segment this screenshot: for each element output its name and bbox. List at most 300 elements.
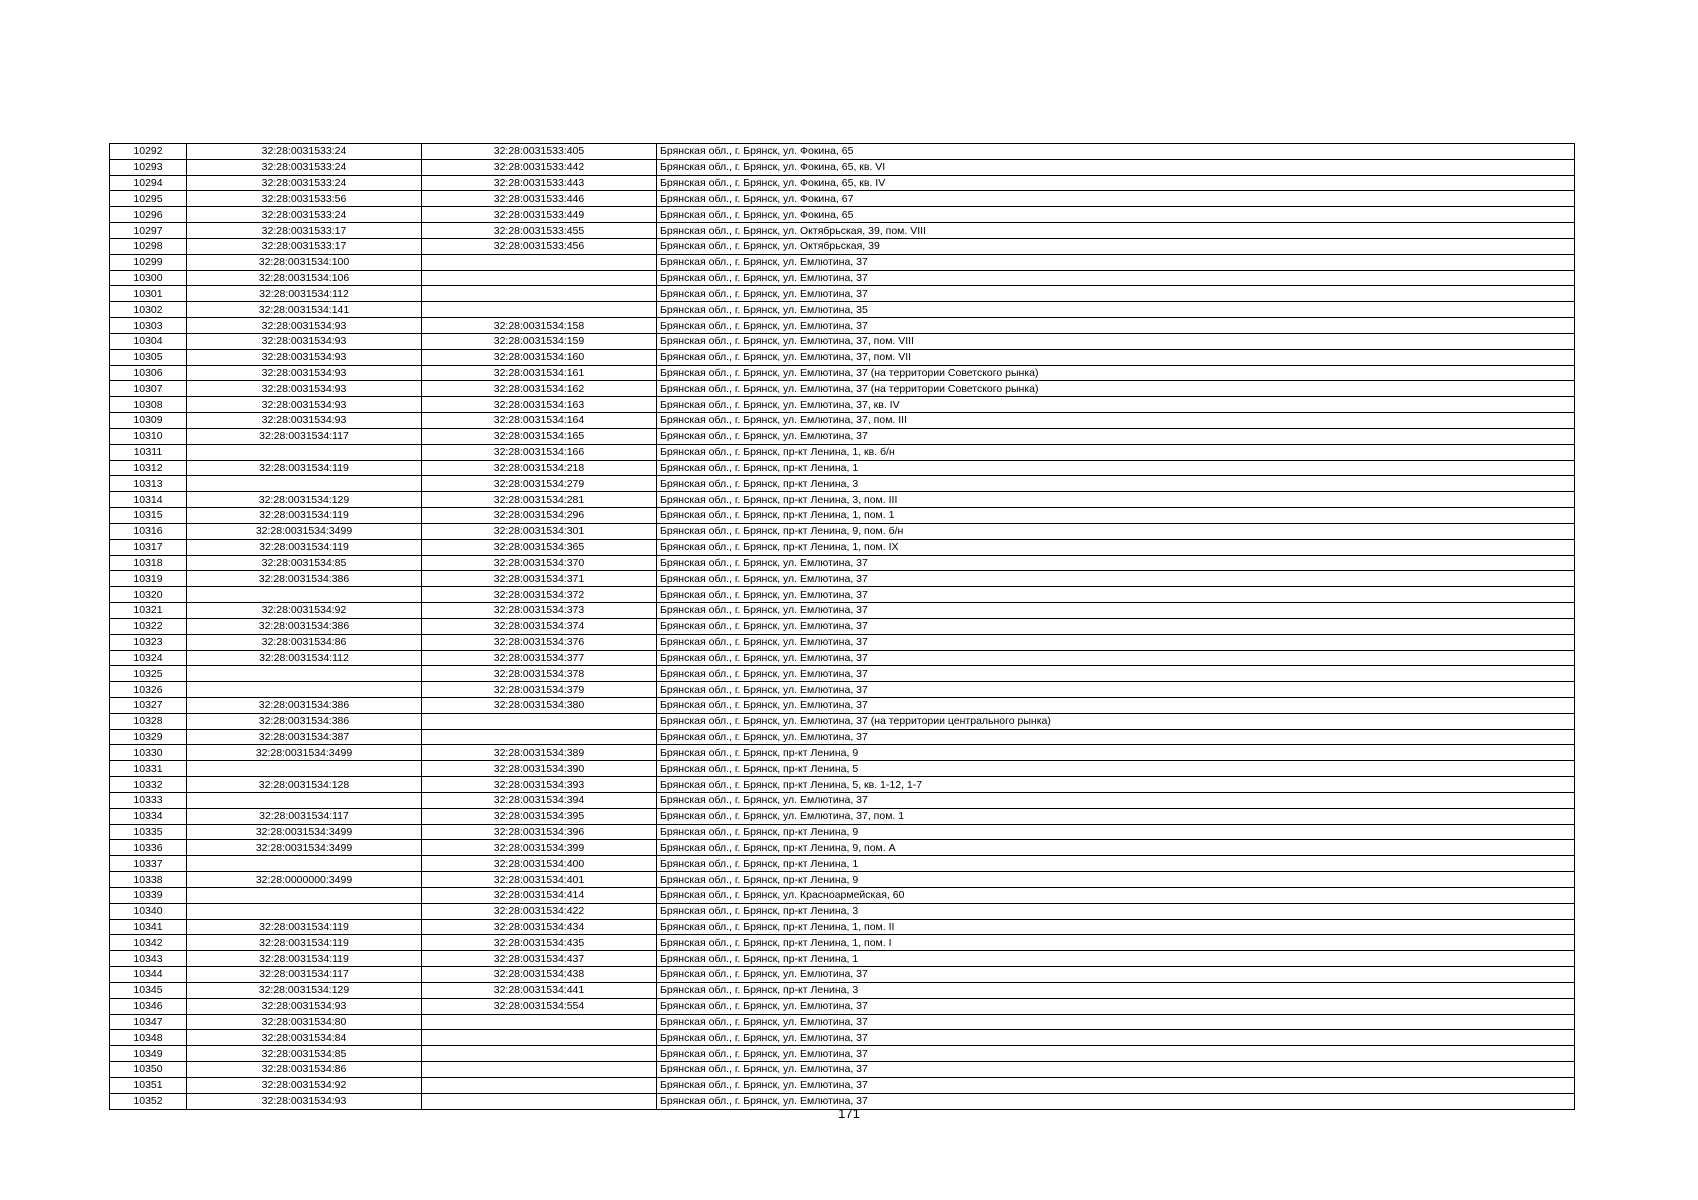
land-cadastral-number-cell: 32:28:0031534:387: [187, 729, 422, 745]
table-row: [110, 935, 1575, 951]
land-cadastral-number-cell: 32:28:0000000:3499: [187, 872, 422, 888]
land-cadastral-number-cell: 32:28:0031534:117: [187, 967, 422, 983]
object-cadastral-number-cell: 32:28:0031534:301: [422, 523, 657, 539]
address-cell: Брянская обл., г. Брянск, ул. Емлютина, 37 (на территории Советского рынка): [657, 365, 1575, 381]
object-cadastral-number-cell: 32:28:0031534:395: [422, 808, 657, 824]
address-cell: Брянская обл., г. Брянск, ул. Емлютина, 37: [657, 587, 1575, 603]
land-cadastral-number-cell: [187, 666, 422, 682]
object-cadastral-number-cell: [422, 729, 657, 745]
object-cadastral-number-cell: 32:28:0031534:279: [422, 476, 657, 492]
address-cell: Брянская обл., г. Брянск, ул. Фокина, 65, кв. IV: [657, 175, 1575, 191]
land-cadastral-number-cell: 32:28:0031534:100: [187, 254, 422, 270]
object-cadastral-number-cell: 32:28:0031534:399: [422, 840, 657, 856]
object-cadastral-number-cell: 32:28:0031534:376: [422, 634, 657, 650]
record-number-cell: 10298: [110, 238, 187, 254]
land-cadastral-number-cell: 32:28:0031534:119: [187, 460, 422, 476]
address-cell: Брянская обл., г. Брянск, ул. Емлютина, 37, кв. IV: [657, 397, 1575, 413]
object-cadastral-number-cell: 32:28:0031533:446: [422, 191, 657, 207]
address-cell: Брянская обл., г. Брянск, ул. Емлютина, 37: [657, 318, 1575, 334]
address-cell: Брянская обл., г. Брянск, ул. Емлютина, 37: [657, 729, 1575, 745]
land-cadastral-number-cell: [187, 444, 422, 460]
object-cadastral-number-cell: 32:28:0031533:456: [422, 238, 657, 254]
address-cell: Брянская обл., г. Брянск, ул. Емлютина, 37: [657, 555, 1575, 571]
land-cadastral-number-cell: [187, 682, 422, 698]
record-number-cell: 10302: [110, 302, 187, 318]
table-row: [110, 476, 1575, 492]
page-number: 171: [838, 1106, 860, 1121]
land-cadastral-number-cell: 32:28:0031534:92: [187, 1077, 422, 1093]
object-cadastral-number-cell: 32:28:0031534:438: [422, 967, 657, 983]
record-number-cell: 10335: [110, 824, 187, 840]
land-cadastral-number-cell: [187, 476, 422, 492]
object-cadastral-number-cell: [422, 302, 657, 318]
record-number-cell: 10309: [110, 413, 187, 429]
address-cell: Брянская обл., г. Брянск, ул. Емлютина, 37: [657, 1046, 1575, 1062]
address-cell: Брянская обл., г. Брянск, ул. Емлютина, 37: [657, 428, 1575, 444]
address-cell: Брянская обл., г. Брянск, ул. Емлютина, 37: [657, 1014, 1575, 1030]
record-number-cell: 10311: [110, 444, 187, 460]
address-cell: Брянская обл., г. Брянск, ул. Емлютина, 37 (на территории Советского рынка): [657, 381, 1575, 397]
record-number-cell: 10310: [110, 428, 187, 444]
object-cadastral-number-cell: 32:28:0031534:165: [422, 428, 657, 444]
object-cadastral-number-cell: [422, 1077, 657, 1093]
land-cadastral-number-cell: 32:28:0031534:93: [187, 381, 422, 397]
table-row: [110, 397, 1575, 413]
table-row: [110, 697, 1575, 713]
object-cadastral-number-cell: 32:28:0031534:394: [422, 792, 657, 808]
land-cadastral-number-cell: 32:28:0031533:24: [187, 175, 422, 191]
address-cell: Брянская обл., г. Брянск, ул. Емлютина, 37: [657, 1077, 1575, 1093]
land-cadastral-number-cell: 32:28:0031534:119: [187, 935, 422, 951]
record-number-cell: 10304: [110, 333, 187, 349]
table-row: [110, 207, 1575, 223]
record-number-cell: 10351: [110, 1077, 187, 1093]
table-row: [110, 302, 1575, 318]
land-cadastral-number-cell: 32:28:0031533:24: [187, 144, 422, 160]
object-cadastral-number-cell: 32:28:0031534:373: [422, 603, 657, 619]
land-cadastral-number-cell: [187, 887, 422, 903]
address-cell: Брянская обл., г. Брянск, ул. Емлютина, 37, пом. VII: [657, 349, 1575, 365]
land-cadastral-number-cell: 32:28:0031534:86: [187, 1062, 422, 1078]
land-cadastral-number-cell: 32:28:0031534:119: [187, 508, 422, 524]
address-cell: Брянская обл., г. Брянск, ул. Емлютина, 37: [657, 571, 1575, 587]
record-number-cell: 10330: [110, 745, 187, 761]
record-number-cell: 10292: [110, 144, 187, 160]
table-row: [110, 413, 1575, 429]
object-cadastral-number-cell: 32:28:0031534:370: [422, 555, 657, 571]
record-number-cell: 10320: [110, 587, 187, 603]
record-number-cell: 10307: [110, 381, 187, 397]
address-cell: Брянская обл., г. Брянск, ул. Емлютина, 35: [657, 302, 1575, 318]
table-row: [110, 1046, 1575, 1062]
address-cell: Брянская обл., г. Брянск, пр-кт Ленина, 1, пом. I: [657, 935, 1575, 951]
address-cell: Брянская обл., г. Брянск, пр-кт Ленина, 3: [657, 982, 1575, 998]
record-number-cell: 10325: [110, 666, 187, 682]
record-number-cell: 10349: [110, 1046, 187, 1062]
land-cadastral-number-cell: 32:28:0031533:17: [187, 238, 422, 254]
address-cell: Брянская обл., г. Брянск, пр-кт Ленина, 1: [657, 856, 1575, 872]
table-row: [110, 792, 1575, 808]
table-row: [110, 159, 1575, 175]
record-number-cell: 10317: [110, 539, 187, 555]
record-number-cell: 10318: [110, 555, 187, 571]
table-row: [110, 603, 1575, 619]
address-cell: Брянская обл., г. Брянск, ул. Октябрьская, 39, пом. VIII: [657, 223, 1575, 239]
table-row: [110, 555, 1575, 571]
object-cadastral-number-cell: 32:28:0031534:163: [422, 397, 657, 413]
address-cell: Брянская обл., г. Брянск, пр-кт Ленина, 1: [657, 460, 1575, 476]
object-cadastral-number-cell: 32:28:0031534:166: [422, 444, 657, 460]
record-number-cell: 10300: [110, 270, 187, 286]
record-number-cell: 10326: [110, 682, 187, 698]
record-number-cell: 10340: [110, 903, 187, 919]
table-row: [110, 318, 1575, 334]
table-row: [110, 1014, 1575, 1030]
object-cadastral-number-cell: 32:28:0031534:374: [422, 618, 657, 634]
table-row: [110, 191, 1575, 207]
address-cell: Брянская обл., г. Брянск, ул. Емлютина, 37: [657, 603, 1575, 619]
record-number-cell: 10295: [110, 191, 187, 207]
table-row: [110, 444, 1575, 460]
record-number-cell: 10319: [110, 571, 187, 587]
land-cadastral-number-cell: 32:28:0031534:119: [187, 919, 422, 935]
address-cell: Брянская обл., г. Брянск, ул. Фокина, 67: [657, 191, 1575, 207]
record-number-cell: 10341: [110, 919, 187, 935]
table-row: [110, 903, 1575, 919]
record-number-cell: 10299: [110, 254, 187, 270]
land-cadastral-number-cell: 32:28:0031534:386: [187, 618, 422, 634]
address-cell: Брянская обл., г. Брянск, пр-кт Ленина, 9, пом. б/н: [657, 523, 1575, 539]
object-cadastral-number-cell: 32:28:0031534:164: [422, 413, 657, 429]
table-row: [110, 967, 1575, 983]
record-number-cell: 10336: [110, 840, 187, 856]
table-row: [110, 428, 1575, 444]
object-cadastral-number-cell: 32:28:0031534:435: [422, 935, 657, 951]
table-row: [110, 872, 1575, 888]
table-row: [110, 919, 1575, 935]
object-cadastral-number-cell: [422, 1014, 657, 1030]
object-cadastral-number-cell: 32:28:0031533:405: [422, 144, 657, 160]
address-cell: Брянская обл., г. Брянск, ул. Емлютина, 37: [657, 1062, 1575, 1078]
table-row: [110, 729, 1575, 745]
record-number-cell: 10323: [110, 634, 187, 650]
object-cadastral-number-cell: 32:28:0031534:377: [422, 650, 657, 666]
record-number-cell: 10347: [110, 1014, 187, 1030]
record-number-cell: 10348: [110, 1030, 187, 1046]
table-row: [110, 618, 1575, 634]
object-cadastral-number-cell: 32:28:0031534:371: [422, 571, 657, 587]
land-cadastral-number-cell: 32:28:0031534:85: [187, 1046, 422, 1062]
table-row: [110, 777, 1575, 793]
address-cell: Брянская обл., г. Брянск, ул. Емлютина, 37: [657, 682, 1575, 698]
land-cadastral-number-cell: 32:28:0031533:24: [187, 159, 422, 175]
address-cell: Брянская обл., г. Брянск, ул. Емлютина, 37, пом. 1: [657, 808, 1575, 824]
address-cell: Брянская обл., г. Брянск, пр-кт Ленина, 9, пом. А: [657, 840, 1575, 856]
land-cadastral-number-cell: 32:28:0031534:106: [187, 270, 422, 286]
address-cell: Брянская обл., г. Брянск, ул. Емлютина, 37: [657, 254, 1575, 270]
address-cell: Брянская обл., г. Брянск, ул. Емлютина, 37 (на территории центрального рынка): [657, 713, 1575, 729]
table-row: [110, 1030, 1575, 1046]
land-cadastral-number-cell: 32:28:0031534:3499: [187, 745, 422, 761]
land-cadastral-number-cell: 32:28:0031533:56: [187, 191, 422, 207]
address-cell: Брянская обл., г. Брянск, пр-кт Ленина, 1, пом. II: [657, 919, 1575, 935]
table-row: [110, 666, 1575, 682]
object-cadastral-number-cell: 32:28:0031533:443: [422, 175, 657, 191]
object-cadastral-number-cell: [422, 1062, 657, 1078]
object-cadastral-number-cell: 32:28:0031534:159: [422, 333, 657, 349]
object-cadastral-number-cell: 32:28:0031533:442: [422, 159, 657, 175]
address-cell: Брянская обл., г. Брянск, пр-кт Ленина, 3: [657, 476, 1575, 492]
object-cadastral-number-cell: 32:28:0031534:162: [422, 381, 657, 397]
address-cell: Брянская обл., г. Брянск, пр-кт Ленина, 1, пом. 1: [657, 508, 1575, 524]
address-cell: Брянская обл., г. Брянск, пр-кт Ленина, 1: [657, 951, 1575, 967]
land-cadastral-number-cell: 32:28:0031534:141: [187, 302, 422, 318]
land-cadastral-number-cell: 32:28:0031534:93: [187, 1093, 422, 1109]
table-row: [110, 634, 1575, 650]
table-row: [110, 761, 1575, 777]
record-number-cell: 10313: [110, 476, 187, 492]
record-number-cell: 10343: [110, 951, 187, 967]
land-cadastral-number-cell: 32:28:0031533:24: [187, 207, 422, 223]
table-row: [110, 349, 1575, 365]
object-cadastral-number-cell: 32:28:0031533:449: [422, 207, 657, 223]
record-number-cell: 10293: [110, 159, 187, 175]
table-row: [110, 650, 1575, 666]
record-number-cell: 10333: [110, 792, 187, 808]
table-row: [110, 223, 1575, 239]
table-row: [110, 587, 1575, 603]
record-number-cell: 10337: [110, 856, 187, 872]
object-cadastral-number-cell: 32:28:0031534:218: [422, 460, 657, 476]
table-row: [110, 745, 1575, 761]
land-cadastral-number-cell: 32:28:0031534:93: [187, 397, 422, 413]
land-cadastral-number-cell: 32:28:0031534:3499: [187, 523, 422, 539]
property-table: [109, 143, 1575, 1110]
object-cadastral-number-cell: 32:28:0031533:455: [422, 223, 657, 239]
land-cadastral-number-cell: 32:28:0031534:117: [187, 808, 422, 824]
record-number-cell: 10321: [110, 603, 187, 619]
table-row: [110, 492, 1575, 508]
land-cadastral-number-cell: 32:28:0031534:93: [187, 349, 422, 365]
object-cadastral-number-cell: 32:28:0031534:390: [422, 761, 657, 777]
address-cell: Брянская обл., г. Брянск, ул. Емлютина, 37: [657, 650, 1575, 666]
table-row: [110, 286, 1575, 302]
object-cadastral-number-cell: 32:28:0031534:434: [422, 919, 657, 935]
land-cadastral-number-cell: 32:28:0031534:119: [187, 539, 422, 555]
land-cadastral-number-cell: 32:28:0031534:112: [187, 286, 422, 302]
land-cadastral-number-cell: 32:28:0031534:386: [187, 697, 422, 713]
land-cadastral-number-cell: 32:28:0031534:3499: [187, 824, 422, 840]
object-cadastral-number-cell: 32:28:0031534:372: [422, 587, 657, 603]
land-cadastral-number-cell: 32:28:0031534:92: [187, 603, 422, 619]
address-cell: Брянская обл., г. Брянск, ул. Емлютина, 37: [657, 270, 1575, 286]
object-cadastral-number-cell: 32:28:0031534:380: [422, 697, 657, 713]
land-cadastral-number-cell: 32:28:0031534:93: [187, 365, 422, 381]
object-cadastral-number-cell: [422, 254, 657, 270]
land-cadastral-number-cell: 32:28:0031534:86: [187, 634, 422, 650]
land-cadastral-number-cell: 32:28:0031534:119: [187, 951, 422, 967]
record-number-cell: 10346: [110, 998, 187, 1014]
record-number-cell: 10294: [110, 175, 187, 191]
object-cadastral-number-cell: 32:28:0031534:400: [422, 856, 657, 872]
land-cadastral-number-cell: [187, 587, 422, 603]
address-cell: Брянская обл., г. Брянск, ул. Красноармейская, 60: [657, 887, 1575, 903]
land-cadastral-number-cell: 32:28:0031534:3499: [187, 840, 422, 856]
land-cadastral-number-cell: 32:28:0031534:84: [187, 1030, 422, 1046]
table-row: [110, 523, 1575, 539]
land-cadastral-number-cell: 32:28:0031534:80: [187, 1014, 422, 1030]
object-cadastral-number-cell: 32:28:0031534:396: [422, 824, 657, 840]
table-row: [110, 840, 1575, 856]
table-row: [110, 333, 1575, 349]
land-cadastral-number-cell: 32:28:0031534:117: [187, 428, 422, 444]
table-row: [110, 887, 1575, 903]
object-cadastral-number-cell: 32:28:0031534:378: [422, 666, 657, 682]
object-cadastral-number-cell: 32:28:0031534:160: [422, 349, 657, 365]
table-row: [110, 270, 1575, 286]
object-cadastral-number-cell: 32:28:0031534:158: [422, 318, 657, 334]
address-cell: Брянская обл., г. Брянск, пр-кт Ленина, 3: [657, 903, 1575, 919]
address-cell: Брянская обл., г. Брянск, пр-кт Ленина, 5, кв. 1-12, 1-7: [657, 777, 1575, 793]
land-cadastral-number-cell: 32:28:0031534:93: [187, 318, 422, 334]
address-cell: Брянская обл., г. Брянск, ул. Октябрьская, 39: [657, 238, 1575, 254]
table-row: [110, 1077, 1575, 1093]
record-number-cell: 10342: [110, 935, 187, 951]
table-row: [110, 713, 1575, 729]
land-cadastral-number-cell: 32:28:0031534:128: [187, 777, 422, 793]
address-cell: Брянская обл., г. Брянск, ул. Емлютина, 37: [657, 666, 1575, 682]
table-row: [110, 951, 1575, 967]
address-cell: Брянская обл., г. Брянск, ул. Емлютина, 37: [657, 998, 1575, 1014]
table-row: [110, 175, 1575, 191]
land-cadastral-number-cell: [187, 761, 422, 777]
object-cadastral-number-cell: 32:28:0031534:281: [422, 492, 657, 508]
address-cell: Брянская обл., г. Брянск, ул. Емлютина, 37: [657, 286, 1575, 302]
object-cadastral-number-cell: 32:28:0031534:161: [422, 365, 657, 381]
address-cell: Брянская обл., г. Брянск, ул. Емлютина, 37: [657, 792, 1575, 808]
address-cell: Брянская обл., г. Брянск, ул. Емлютина, 37, пом. VIII: [657, 333, 1575, 349]
land-cadastral-number-cell: [187, 792, 422, 808]
land-cadastral-number-cell: 32:28:0031534:85: [187, 555, 422, 571]
object-cadastral-number-cell: 32:28:0031534:422: [422, 903, 657, 919]
address-cell: Брянская обл., г. Брянск, ул. Емлютина, 37: [657, 618, 1575, 634]
table-row: [110, 381, 1575, 397]
record-number-cell: 10332: [110, 777, 187, 793]
table-row: [110, 508, 1575, 524]
table-row: [110, 808, 1575, 824]
land-cadastral-number-cell: [187, 856, 422, 872]
address-cell: Брянская обл., г. Брянск, пр-кт Ленина, 3, пом. III: [657, 492, 1575, 508]
record-number-cell: 10334: [110, 808, 187, 824]
table-row: [110, 856, 1575, 872]
object-cadastral-number-cell: 32:28:0031534:401: [422, 872, 657, 888]
table-row: [110, 254, 1575, 270]
land-cadastral-number-cell: 32:28:0031533:17: [187, 223, 422, 239]
record-number-cell: 10297: [110, 223, 187, 239]
land-cadastral-number-cell: 32:28:0031534:129: [187, 982, 422, 998]
object-cadastral-number-cell: [422, 713, 657, 729]
address-cell: Брянская обл., г. Брянск, ул. Фокина, 65, кв. VI: [657, 159, 1575, 175]
address-cell: Брянская обл., г. Брянск, пр-кт Ленина, 9: [657, 745, 1575, 761]
table-row: [110, 982, 1575, 998]
record-number-cell: 10315: [110, 508, 187, 524]
record-number-cell: 10345: [110, 982, 187, 998]
address-cell: Брянская обл., г. Брянск, ул. Емлютина, 37: [657, 1093, 1575, 1109]
object-cadastral-number-cell: 32:28:0031534:393: [422, 777, 657, 793]
record-number-cell: 10331: [110, 761, 187, 777]
record-number-cell: 10306: [110, 365, 187, 381]
record-number-cell: 10344: [110, 967, 187, 983]
table-row: [110, 539, 1575, 555]
land-cadastral-number-cell: 32:28:0031534:93: [187, 413, 422, 429]
address-cell: Брянская обл., г. Брянск, ул. Фокина, 65: [657, 207, 1575, 223]
address-cell: Брянская обл., г. Брянск, пр-кт Ленина, 9: [657, 824, 1575, 840]
record-number-cell: 10314: [110, 492, 187, 508]
address-cell: Брянская обл., г. Брянск, ул. Емлютина, 37, пом. III: [657, 413, 1575, 429]
record-number-cell: 10312: [110, 460, 187, 476]
land-cadastral-number-cell: 32:28:0031534:93: [187, 333, 422, 349]
address-cell: Брянская обл., г. Брянск, пр-кт Ленина, 5: [657, 761, 1575, 777]
table-row: [110, 571, 1575, 587]
address-cell: Брянская обл., г. Брянск, ул. Емлютина, 37: [657, 634, 1575, 650]
record-number-cell: 10338: [110, 872, 187, 888]
table-body: [110, 144, 1575, 1110]
record-number-cell: 10301: [110, 286, 187, 302]
table-row: [110, 460, 1575, 476]
record-number-cell: 10329: [110, 729, 187, 745]
object-cadastral-number-cell: 32:28:0031534:389: [422, 745, 657, 761]
object-cadastral-number-cell: 32:28:0031534:379: [422, 682, 657, 698]
land-cadastral-number-cell: [187, 903, 422, 919]
record-number-cell: 10327: [110, 697, 187, 713]
object-cadastral-number-cell: 32:28:0031534:296: [422, 508, 657, 524]
record-number-cell: 10305: [110, 349, 187, 365]
record-number-cell: 10322: [110, 618, 187, 634]
object-cadastral-number-cell: 32:28:0031534:437: [422, 951, 657, 967]
object-cadastral-number-cell: 32:28:0031534:414: [422, 887, 657, 903]
record-number-cell: 10339: [110, 887, 187, 903]
record-number-cell: 10316: [110, 523, 187, 539]
table-row: [110, 365, 1575, 381]
record-number-cell: 10352: [110, 1093, 187, 1109]
object-cadastral-number-cell: 32:28:0031534:441: [422, 982, 657, 998]
record-number-cell: 10296: [110, 207, 187, 223]
address-cell: Брянская обл., г. Брянск, пр-кт Ленина, 1, пом. IX: [657, 539, 1575, 555]
object-cadastral-number-cell: 32:28:0031534:554: [422, 998, 657, 1014]
table-row: [110, 998, 1575, 1014]
land-cadastral-number-cell: 32:28:0031534:93: [187, 998, 422, 1014]
record-number-cell: 10308: [110, 397, 187, 413]
record-number-cell: 10350: [110, 1062, 187, 1078]
address-cell: Брянская обл., г. Брянск, пр-кт Ленина, 1, кв. б/н: [657, 444, 1575, 460]
record-number-cell: 10328: [110, 713, 187, 729]
address-cell: Брянская обл., г. Брянск, ул. Емлютина, 37: [657, 697, 1575, 713]
record-number-cell: 10324: [110, 650, 187, 666]
table-row: [110, 1062, 1575, 1078]
land-cadastral-number-cell: 32:28:0031534:386: [187, 713, 422, 729]
land-cadastral-number-cell: 32:28:0031534:129: [187, 492, 422, 508]
object-cadastral-number-cell: [422, 270, 657, 286]
address-cell: Брянская обл., г. Брянск, пр-кт Ленина, 9: [657, 872, 1575, 888]
object-cadastral-number-cell: 32:28:0031534:365: [422, 539, 657, 555]
record-number-cell: 10303: [110, 318, 187, 334]
object-cadastral-number-cell: [422, 1046, 657, 1062]
table-row: [110, 824, 1575, 840]
object-cadastral-number-cell: [422, 1030, 657, 1046]
object-cadastral-number-cell: [422, 286, 657, 302]
table-row: [110, 682, 1575, 698]
table-row: [110, 238, 1575, 254]
